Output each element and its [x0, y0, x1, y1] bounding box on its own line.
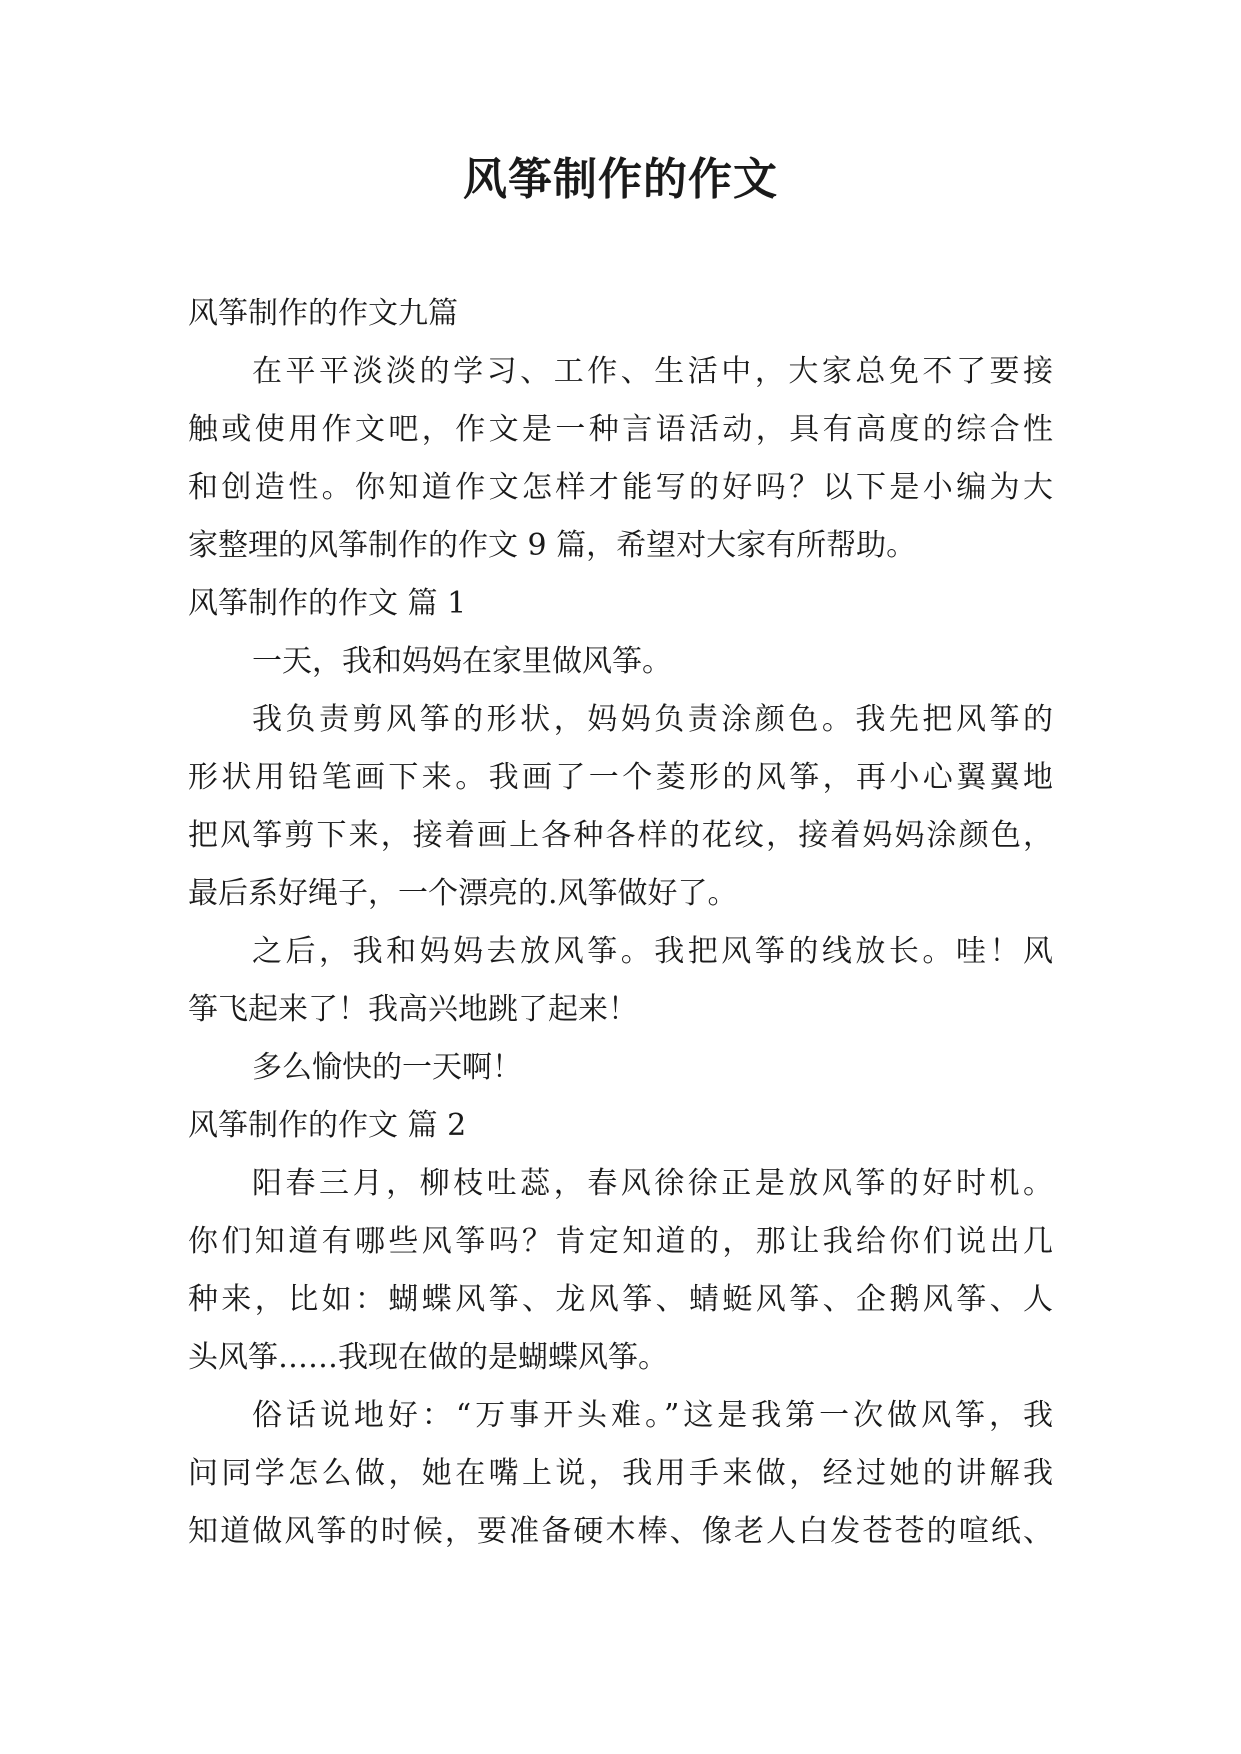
- paragraph-line: 形状用铅笔画下来。我画了一个菱形的风筝，再小心翼翼地: [188, 760, 1053, 795]
- intro-line: 家整理的风筝制作的作文 9 篇，希望对大家有所帮助。: [188, 528, 917, 563]
- paragraph-line: 问同学怎么做，她在嘴上说，我用手来做，经过她的讲解我: [188, 1456, 1053, 1491]
- intro-line: 在平平淡淡的学习、工作、生活中，大家总免不了要接: [252, 354, 1053, 389]
- document-title: 风筝制作的作文: [463, 154, 778, 205]
- paragraph-line: 最后系好绳子，一个漂亮的.风筝做好了。: [188, 876, 738, 911]
- paragraph-line: 筝飞起来了！我高兴地跳了起来！: [188, 992, 638, 1027]
- section-heading: 风筝制作的作文 篇 1: [188, 586, 467, 621]
- paragraph-line: 你们知道有哪些风筝吗？肯定知道的，那让我给你们说出几: [188, 1224, 1053, 1259]
- paragraph-line: 之后，我和妈妈去放风筝。我把风筝的线放长。哇！风: [252, 934, 1053, 969]
- section-heading: 风筝制作的作文 篇 2: [188, 1108, 467, 1143]
- paragraph-line: 多么愉快的一天啊！: [252, 1050, 522, 1085]
- paragraph-line: 把风筝剪下来，接着画上各种各样的花纹，接着妈妈涂颜色，: [188, 818, 1053, 853]
- document-subtitle: 风筝制作的作文九篇: [188, 296, 458, 331]
- intro-line: 触或使用作文吧，作文是一种言语活动，具有高度的综合性: [188, 412, 1053, 447]
- paragraph-line: 头风筝……我现在做的是蝴蝶风筝。: [188, 1340, 668, 1375]
- intro-line: 和创造性。你知道作文怎样才能写的好吗？以下是小编为大: [188, 470, 1053, 505]
- paragraph-line: 种来，比如：蝴蝶风筝、龙风筝、蜻蜓风筝、企鹅风筝、人: [188, 1282, 1053, 1317]
- paragraph-line: 一天，我和妈妈在家里做风筝。: [252, 644, 672, 679]
- paragraph-line: 知道做风筝的时候，要准备硬木棒、像老人白发苍苍的喧纸、: [188, 1514, 1053, 1549]
- paragraph-line: 我负责剪风筝的形状，妈妈负责涂颜色。我先把风筝的: [252, 702, 1053, 737]
- document-body: [188, 285, 1053, 1561]
- paragraph-line: 阳春三月，柳枝吐蕊，春风徐徐正是放风筝的好时机。: [252, 1166, 1053, 1201]
- paragraph-line: 俗话说地好：“万事开头难。”这是我第一次做风筝，我: [252, 1398, 1053, 1433]
